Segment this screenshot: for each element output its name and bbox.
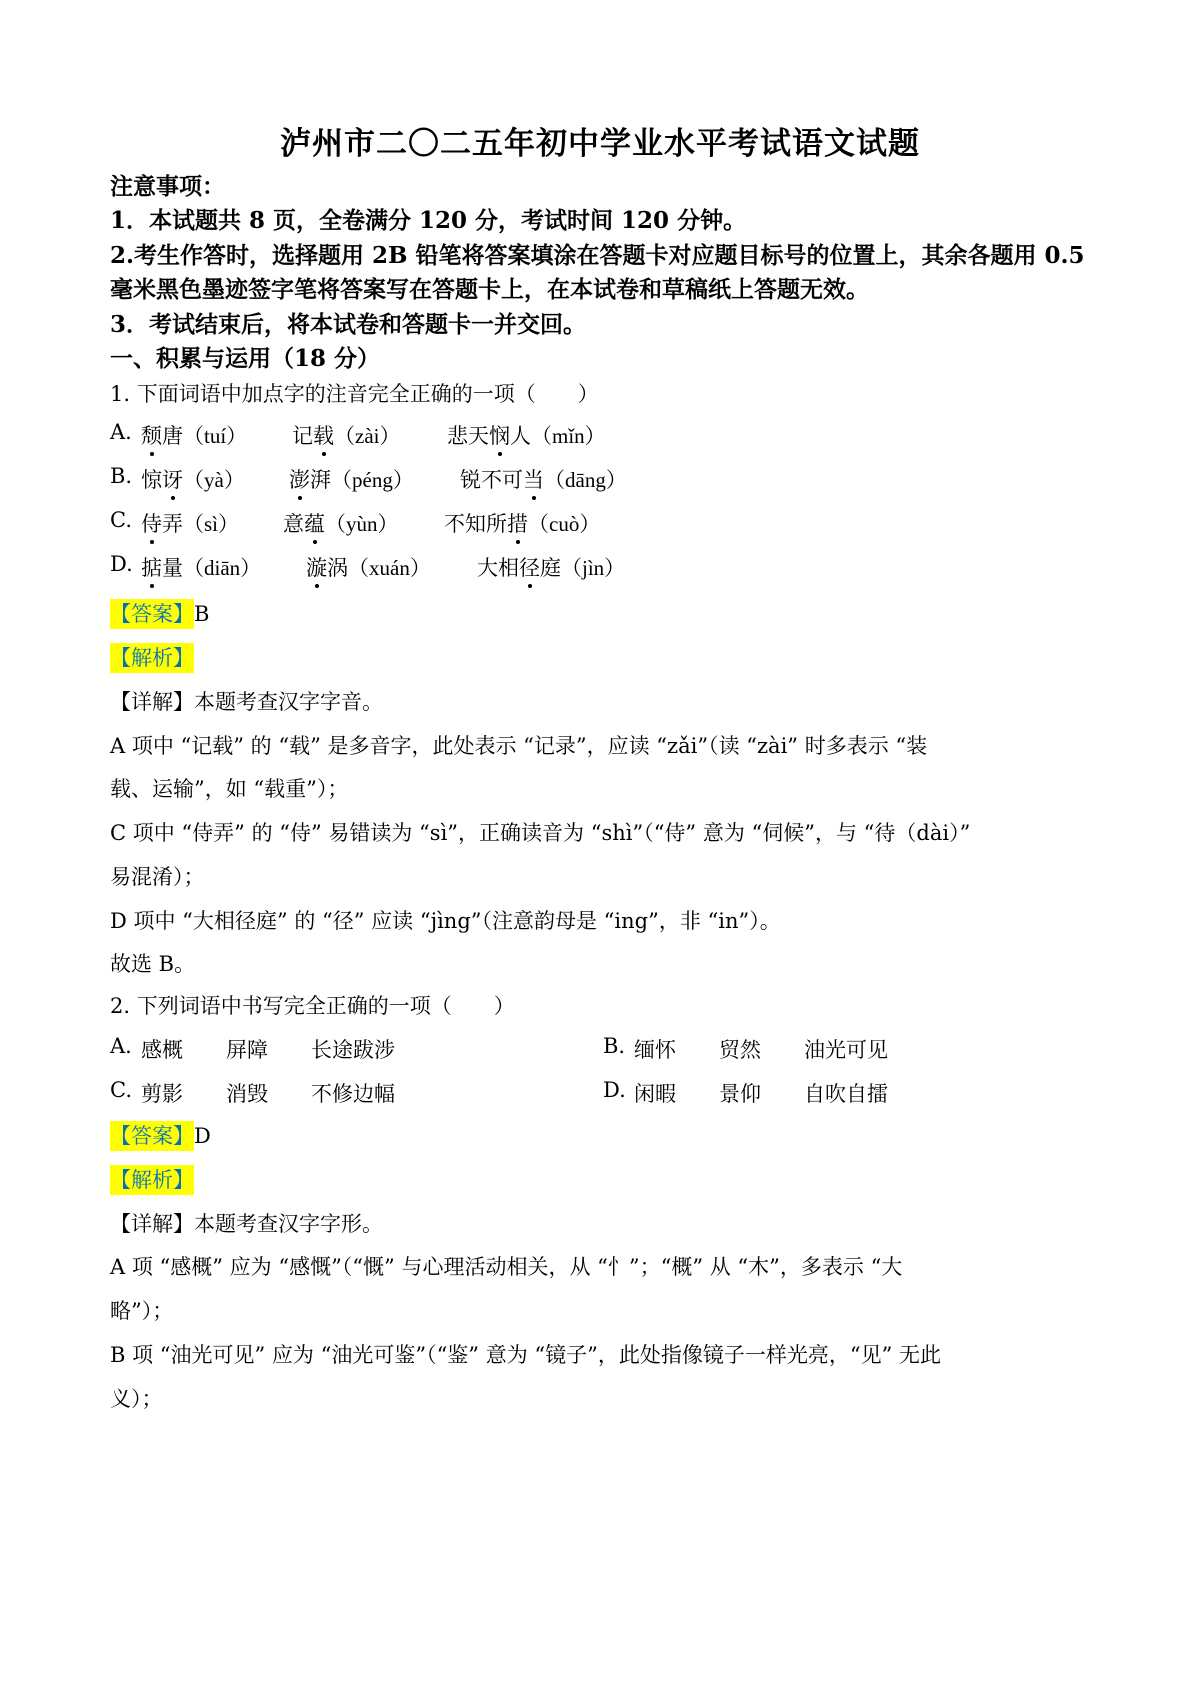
q2-option-d-letter: D. [603,1078,626,1102]
q1-option-c-word-1: 侍弄（sì） [141,508,239,538]
q1-option-a-word-3: 悲天悯人（mǐn） [447,420,606,450]
answer-tag: 【答案】 [110,599,194,629]
q1-option-d-word-2: 漩涡（xuán） [306,552,431,582]
q2-detail-line: 【详解】本题考查汉字字形。 [110,1212,383,1236]
dotted-char: 当 [523,464,544,494]
dotted-char: 讶 [162,464,183,494]
dotted-char: 掂 [141,552,162,582]
q2-option-b-word-1: 缅怀 [634,1038,676,1062]
q2-option-c-letter: C. [110,1078,132,1102]
q1-option-d-word-3: 大相径庭（jìn） [477,552,625,582]
q1-explain-a-line-1: A 项中 “记载” 的 “载” 是多音字，此处表示 “记录”，应读 “zǎi”（读 “zài” 时多表示 “装 [110,734,928,758]
notice-item-1: 1．本试题共 8 页，全卷满分 120 分，考试时间 120 分钟。 [110,207,747,234]
dotted-char: 径 [519,552,540,582]
q1-explain-c-line-1: C 项中 “侍弄” 的 “侍” 易错读为 “sì”，正确读音为 “shì”（“侍” 意为 “伺候”，与 “待（dài）” [110,821,971,845]
q2-option-a-word-1: 感概 [141,1038,183,1062]
q1-option-c-word-3: 不知所措（cuò） [444,508,600,538]
q2-option-b-word-3: 油光可见 [804,1038,888,1062]
notice-heading: 注意事项： [110,173,225,200]
q1-explain-d-line: D 项中 “大相径庭” 的 “径” 应读 “jìng”（注意韵母是 “ing”，非 “in”）。 [110,909,781,933]
q2-option-a-word-3: 长途跋涉 [311,1038,395,1062]
q1-explain-c-line-2: 易混淆）； [110,865,205,889]
q1-option-a-word-2: 记载（zài） [292,420,400,450]
answer-tag: 【答案】 [110,1121,194,1151]
q1-option-b-word-2: 澎湃（péng） [289,464,414,494]
q2-analysis-line [110,1164,194,1194]
dotted-char: 侍 [141,508,162,538]
q1-option-d-letter: D. [110,552,133,576]
q2-option-d-word-1: 闲暇 [634,1082,676,1106]
answer-value: D [194,1124,211,1148]
q1-option-b-word-1: 惊讶（yà） [141,464,245,494]
q1-option-d-word-1: 掂量（diān） [141,552,261,582]
dotted-char: 措 [507,508,528,538]
q1-option-a-word-1: 颓唐（tuí） [141,420,247,450]
q1-detail-line: 【详解】本题考查汉字字音。 [110,690,383,714]
q1-answer-line [110,598,209,628]
q1-option-c-word-2: 意蕴（yùn） [283,508,399,538]
q1-option-a-letter: A. [110,420,132,444]
notice-item-2-line-2: 毫米黑色墨迹签字笔将答案写在答题卡上，在本试卷和草稿纸上答题无效。 [110,276,869,303]
q2-answer-line [110,1120,211,1150]
section-heading: 一、积累与运用（18 分） [110,345,381,372]
q1-option-b-word-3: 锐不可当（dāng） [460,464,627,494]
q1-option-b-letter: B. [110,464,133,488]
notice-item-3: 3．考试结束后，将本试卷和答题卡一并交回。 [110,311,587,338]
q2-option-b-word-2: 贸然 [719,1038,761,1062]
question-2-stem: 2. 下列词语中书写完全正确的一项（ ） [110,994,515,1018]
dotted-char: 漩 [306,552,327,582]
q2-option-c-word-2: 消毁 [226,1082,268,1106]
q2-explain-a-line-1: A 项 “感概” 应为 “感慨”（“慨” 与心理活动相关，从 “忄”；“概” 从 “木”，多表示 “大 [110,1255,903,1279]
q2-option-d-word-3: 自吹自擂 [804,1082,888,1106]
q2-option-a-letter: A. [110,1034,132,1058]
q2-option-c-word-1: 剪影 [141,1082,183,1106]
q2-option-b-letter: B. [603,1034,626,1058]
dotted-char: 悯 [489,420,510,450]
analysis-tag: 【解析】 [110,643,194,673]
q2-explain-b-line-1: B 项 “油光可见” 应为 “油光可鉴”（“鉴” 意为 “镜子”，此处指像镜子一样光亮，“见” 无此 [110,1343,942,1367]
dotted-char: 澎 [289,464,310,494]
q2-explain-a-line-2: 略”）； [110,1299,174,1323]
page-title: 泸州市二〇二五年初中学业水平考试语文试题 [280,126,920,162]
analysis-tag: 【解析】 [110,1165,194,1195]
notice-item-2-line-1: 2.考生作答时，选择题用 2B 铅笔将答案填涂在答题卡对应题目标号的位置上，其余各题用 0.5 [110,242,1085,269]
q2-option-c-word-3: 不修边幅 [311,1082,395,1106]
q1-explain-a-line-2: 载、运输”，如 “载重”）； [110,777,349,801]
q2-option-a-word-2: 屏障 [226,1038,268,1062]
dotted-char: 载 [313,420,334,450]
q1-analysis-line [110,642,194,672]
answer-value: B [194,602,210,626]
q1-option-c-letter: C. [110,508,132,532]
q2-explain-b-line-2: 义）； [110,1387,163,1411]
q1-conclusion: 故选 B。 [110,952,196,976]
q2-option-d-word-2: 景仰 [719,1082,761,1106]
question-1-stem: 1. 下面词语中加点字的注音完全正确的一项（ ） [110,382,599,406]
dotted-char: 颓 [141,420,162,450]
dotted-char: 蕴 [304,508,325,538]
